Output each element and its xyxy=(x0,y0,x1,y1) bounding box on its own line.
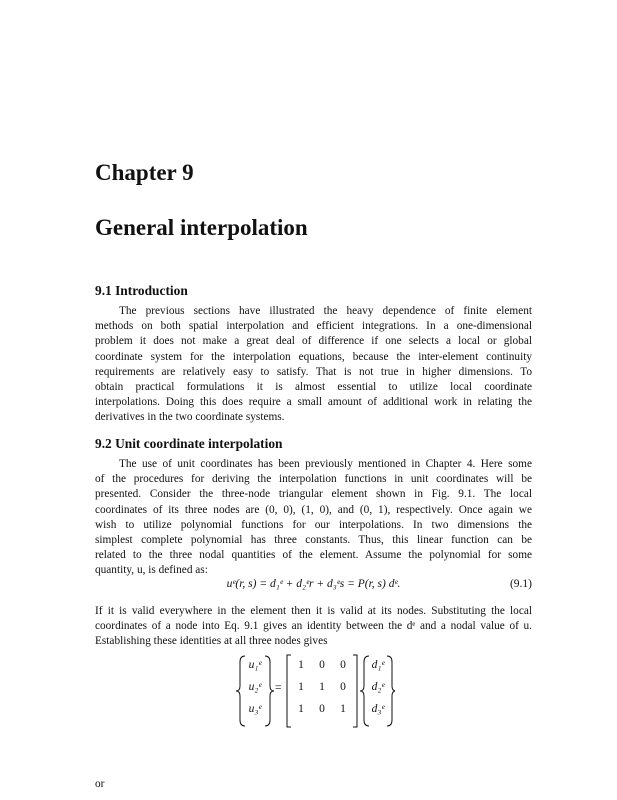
text-line: methods on both spatial interpolation and efficient integrations. In a one-dimensional xyxy=(95,320,532,333)
introduction-paragraph xyxy=(95,304,532,426)
text-line: quantity, u, is defined as: xyxy=(95,564,208,577)
equation-9-1 xyxy=(95,578,532,596)
lhs-entry: u₂ᵉ xyxy=(248,681,262,693)
rhs-entry: d₃ᵉ xyxy=(371,703,385,715)
matrix-cell: 0 xyxy=(319,659,325,671)
matrix-cell: 1 xyxy=(298,659,304,671)
text-line: wish to utilize polynomial functions for our interpolations. In two dimensions the xyxy=(95,518,532,531)
matrix-cell: 1 xyxy=(319,681,325,693)
chapter-title: General interpolation xyxy=(95,215,308,240)
matrix-column-1 xyxy=(291,654,311,720)
matrix-cell: 0 xyxy=(340,681,346,693)
text-line: of the procedures for deriving the interpolation functions in unit coordinates will be xyxy=(95,473,532,486)
lhs-entry: u₁ᵉ xyxy=(248,659,262,671)
text-line: coordinate system for the interpolation equations, because the inter-element continuity xyxy=(95,350,532,363)
text-line: Establishing these identities at all three nodes gives xyxy=(95,635,328,648)
text-line: The use of unit coordinates has been previously mentioned in Chapter 4. Here some xyxy=(119,458,532,470)
section-heading-unit-coordinate: 9.2 Unit coordinate interpolation xyxy=(95,436,283,451)
lhs-vector xyxy=(243,654,267,720)
matrix-cell: 0 xyxy=(340,659,346,671)
text-line: presented. Consider the three-node triangular element shown in Fig. 9.1. The local xyxy=(95,488,532,501)
rhs-vector xyxy=(366,654,390,720)
text-line: coordinates of a node into Eq. 9.1 gives an identity between the dᵉ and a nodal value of u. xyxy=(95,620,532,633)
unit-coordinate-paragraph xyxy=(95,457,532,579)
text-line: obtain practical formulations it is almost essential to utilize local coordinate xyxy=(95,381,532,394)
rhs-entry: d₁ᵉ xyxy=(371,659,385,671)
matrix-column-3 xyxy=(333,654,353,720)
text-line: coordinates of its three nodes are (0, 0), (1, 0), and (0, 1), respectively. Once again we xyxy=(95,503,532,516)
matrix-cell: 1 xyxy=(298,703,304,715)
text-line: related to the three nodal quantities of the element. Assume the polynomial for some xyxy=(95,549,532,562)
matrix-cell: 0 xyxy=(319,703,325,715)
text-line: problem it does not make a great deal of difference if one selects a local or global xyxy=(95,335,532,348)
rhs-entry: d₂ᵉ xyxy=(371,681,385,693)
text-line: interpolations. Doing this does require a small amount of additional work in relating the xyxy=(95,396,532,409)
equation-body: uᵉ(r, s) = d₁ᵉ + d₂ᵉr + d₃ᵉs = P(r, s) dᵉ. xyxy=(226,578,401,590)
equals-sign: = xyxy=(275,682,282,694)
text-line: If it is valid everywhere in the element then it is valid at its nodes. Substituting the local xyxy=(95,605,532,617)
matrix-cell: 1 xyxy=(298,681,304,693)
equation-number: (9.1) xyxy=(509,578,532,590)
chapter-label: Chapter 9 xyxy=(95,160,194,185)
lhs-entry: u₃ᵉ xyxy=(248,703,262,715)
text-line: simplest complete polynomial has three constants. Thus, this linear function can be xyxy=(95,534,532,547)
trailing-word: or xyxy=(95,778,105,790)
section-heading-introduction: 9.1 Introduction xyxy=(95,283,188,298)
matrix-column-2 xyxy=(312,654,332,720)
after-equation-paragraph xyxy=(95,604,532,650)
text-line: derivatives in the two coordinate systems. xyxy=(95,411,285,424)
matrix-cell: 1 xyxy=(340,703,346,715)
matrix-equation xyxy=(235,652,395,730)
text-line: The previous sections have illustrated the heavy dependence of finite element xyxy=(119,305,532,317)
text-line: requirements are relatively easy to satisfy. That is not true in higher dimensions. To xyxy=(95,365,532,378)
